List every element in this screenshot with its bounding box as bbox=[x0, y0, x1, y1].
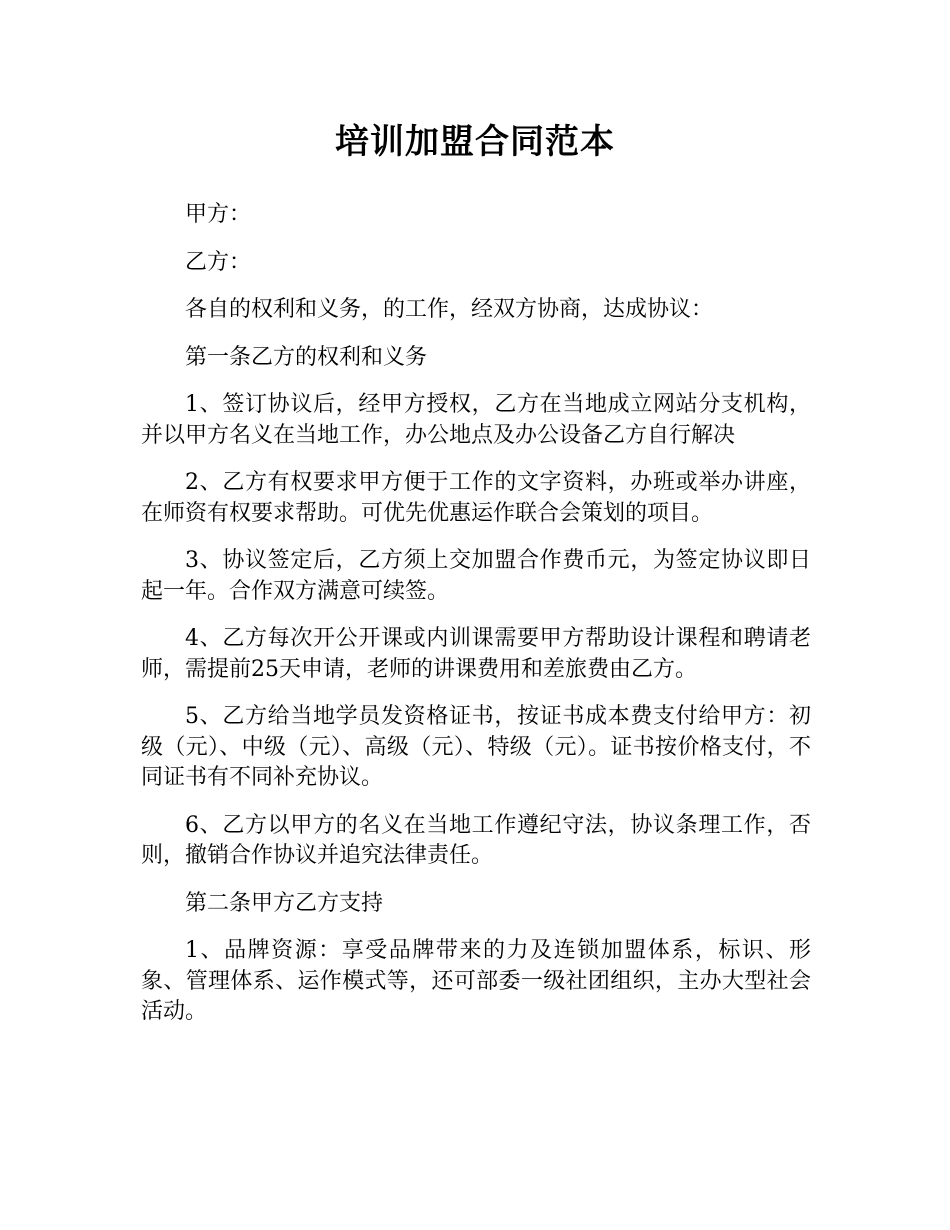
article-one-clause-3: 3、协议签定后，乙方须上交加盟合作费币元，为签定协议即日起一年。合作双方满意可续签。 bbox=[141, 548, 811, 604]
article-one-clause-4: 4、乙方每次开公开课或内训课需要甲方帮助设计课程和聘请老师，需提前25天申请，老师的讲课费用和差旅费由乙方。 bbox=[141, 626, 811, 682]
article-one-clause-2: 2、乙方有权要求甲方便于工作的文字资料，办班或举办讲座，在师资有权要求帮助。可优先优惠运作联合会策划的项目。 bbox=[141, 470, 811, 526]
preamble-paragraph: 各自的权利和义务，的工作，经双方协商，达成协议： bbox=[185, 297, 714, 322]
party-a-line: 甲方： bbox=[185, 202, 252, 227]
article-two-heading: 第二条甲方乙方支持 bbox=[185, 890, 384, 916]
article-one-clause-6: 6、乙方以甲方的名义在当地工作遵纪守法，协议条理工作，否则，撤销合作协议并追究法律责任。 bbox=[141, 812, 811, 868]
article-two-clause-1: 1、品牌资源：享受品牌带来的力及连锁加盟体系，标识、形象、管理体系、运作模式等，还可部委一级社团组织，主办大型社会活动。 bbox=[141, 938, 811, 1024]
article-one-clause-1: 1、签订协议后，经甲方授权，乙方在当地成立网站分支机构，并以甲方名义在当地工作，办公地点及办公设备乙方自行解决 bbox=[141, 392, 811, 448]
article-one-clause-5: 5、乙方给当地学员发资格证书，按证书成本费支付给甲方：初级（元）、中级（元）、高级（元）、特级（元）。证书按价格支付，不同证书有不同补充协议。 bbox=[141, 704, 811, 790]
document-title: 培训加盟合同范本 bbox=[335, 122, 615, 162]
document-body bbox=[141, 200, 811, 1045]
party-b-line: 乙方： bbox=[185, 249, 252, 275]
article-one-heading: 第一条乙方的权利和义务 bbox=[185, 344, 428, 370]
